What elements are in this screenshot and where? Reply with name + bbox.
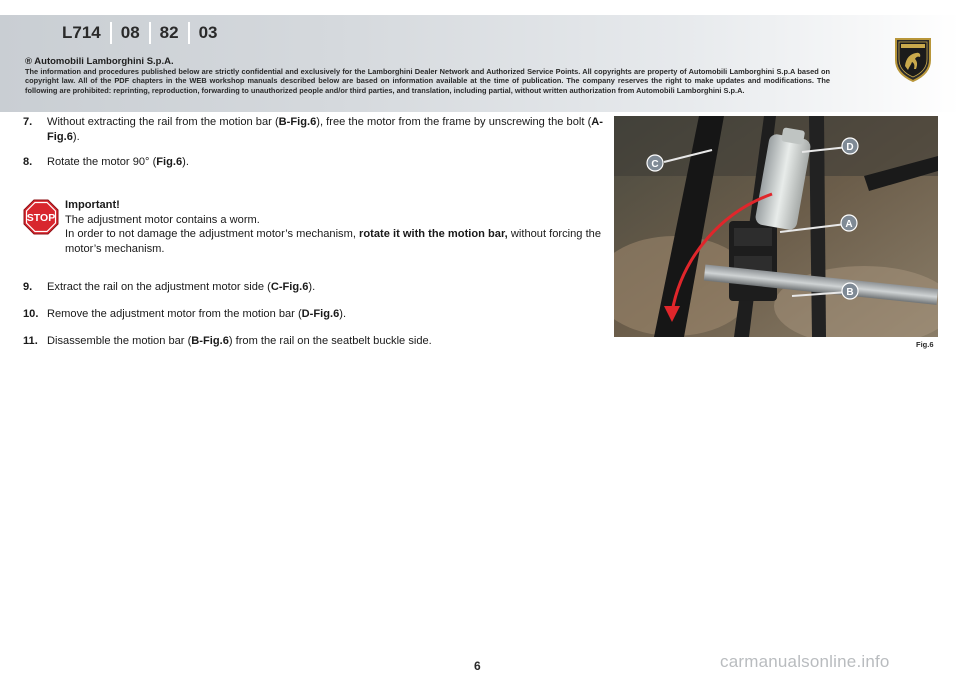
step-text-part: Without extracting the rail from the motion bar ( <box>47 116 279 128</box>
step-text <box>47 280 603 295</box>
step-text <box>47 115 603 144</box>
stop-sign-text: STOP <box>26 212 56 224</box>
step-text-part: ). <box>339 308 347 320</box>
important-text-part: without forcing the motor’s mechanism. <box>65 228 601 255</box>
page-number: 6 <box>474 659 481 673</box>
legal-title: ® Automobili Lamborghini S.p.A. <box>25 56 174 67</box>
callout-c-label: C <box>651 159 659 170</box>
step-7 <box>23 115 603 144</box>
figure-reference: D-Fig.6 <box>301 308 340 320</box>
step-text-part: ). <box>308 281 316 293</box>
code-section: 03 <box>198 23 218 42</box>
figure-reference: B-Fig.6 <box>191 335 229 347</box>
callout-a-label: A <box>845 219 853 230</box>
step-11 <box>23 334 603 349</box>
figure-reference: Fig.6 <box>156 156 183 168</box>
step-text-part: Rotate the motor 90° ( <box>47 156 157 168</box>
step-text-part: ). <box>182 156 189 168</box>
step-text-part: Remove the adjustment motor from the motion bar ( <box>47 308 302 320</box>
code-model: L714 <box>62 23 101 42</box>
step-9 <box>23 280 603 295</box>
callout-a <box>841 215 857 231</box>
figure-reference: A-Fig.6 <box>47 116 603 143</box>
legal-notice <box>25 56 830 95</box>
figure-reference: C-Fig.6 <box>270 281 309 293</box>
callout-d <box>842 138 858 154</box>
important-title: Important! <box>65 199 120 211</box>
step-text-part: ). <box>72 130 80 143</box>
callout-b-label: B <box>846 287 854 298</box>
step-text-part: ), free the motor from the frame by unscrewing the bolt ( <box>316 116 592 128</box>
figure-caption: Fig.6 <box>916 340 934 349</box>
code-group: 08 <box>120 23 140 42</box>
step-number: 7. <box>23 116 33 128</box>
code-subgroup: 82 <box>159 23 179 42</box>
watermark-text: carmanualsonline.info <box>720 652 890 671</box>
lamborghini-logo-icon <box>892 36 934 82</box>
step-number: 9. <box>23 281 33 293</box>
step-number: 8. <box>23 156 33 168</box>
important-note <box>65 198 601 256</box>
step-text <box>47 334 603 349</box>
step-text <box>47 307 603 322</box>
figure-reference: B-Fig.6 <box>278 116 317 128</box>
step-number: 10. <box>23 308 39 320</box>
step-number: 11. <box>23 335 38 347</box>
step-text-part: Disassemble the motion bar ( <box>47 335 192 347</box>
important-emphasis: rotate it with the motion bar, <box>359 228 508 240</box>
step-text-part: Extract the rail on the adjustment motor side ( <box>47 281 271 293</box>
legal-text: The information and procedures published below are strictly confidential and exclusively for the Lamborghini Dealer Network and Authorized Service Points. All copyrights are property of Automobili Lamborghini S.p.A based on copyright law. All of the PDF chapters in the WEB workshop manuals described below are based on information available at the time of publication. The company reserves the right to make updates and modifications. The following are prohibited: reprinting, reproduction, forwarding to unauthorized people and/or third parties, and translation, including partial, without written authorization from Automobili Lamborghini S.p.A. <box>25 67 830 95</box>
callout-d-label: D <box>846 142 854 153</box>
document-code <box>58 20 227 44</box>
step-text-part: ) from the rail on the seatbelt buckle side. <box>228 335 432 347</box>
step-text <box>47 155 603 170</box>
step-10 <box>23 307 603 322</box>
stop-sign-icon <box>23 199 59 235</box>
important-line-1: The adjustment motor contains a worm. <box>65 213 260 226</box>
figure-6-photo <box>614 116 938 337</box>
important-line-2 <box>65 227 601 256</box>
callout-b <box>842 283 858 299</box>
important-text-part: In order to not damage the adjustment motor’s mechanism, <box>65 228 360 240</box>
callout-c <box>647 155 663 171</box>
step-8 <box>23 155 603 170</box>
